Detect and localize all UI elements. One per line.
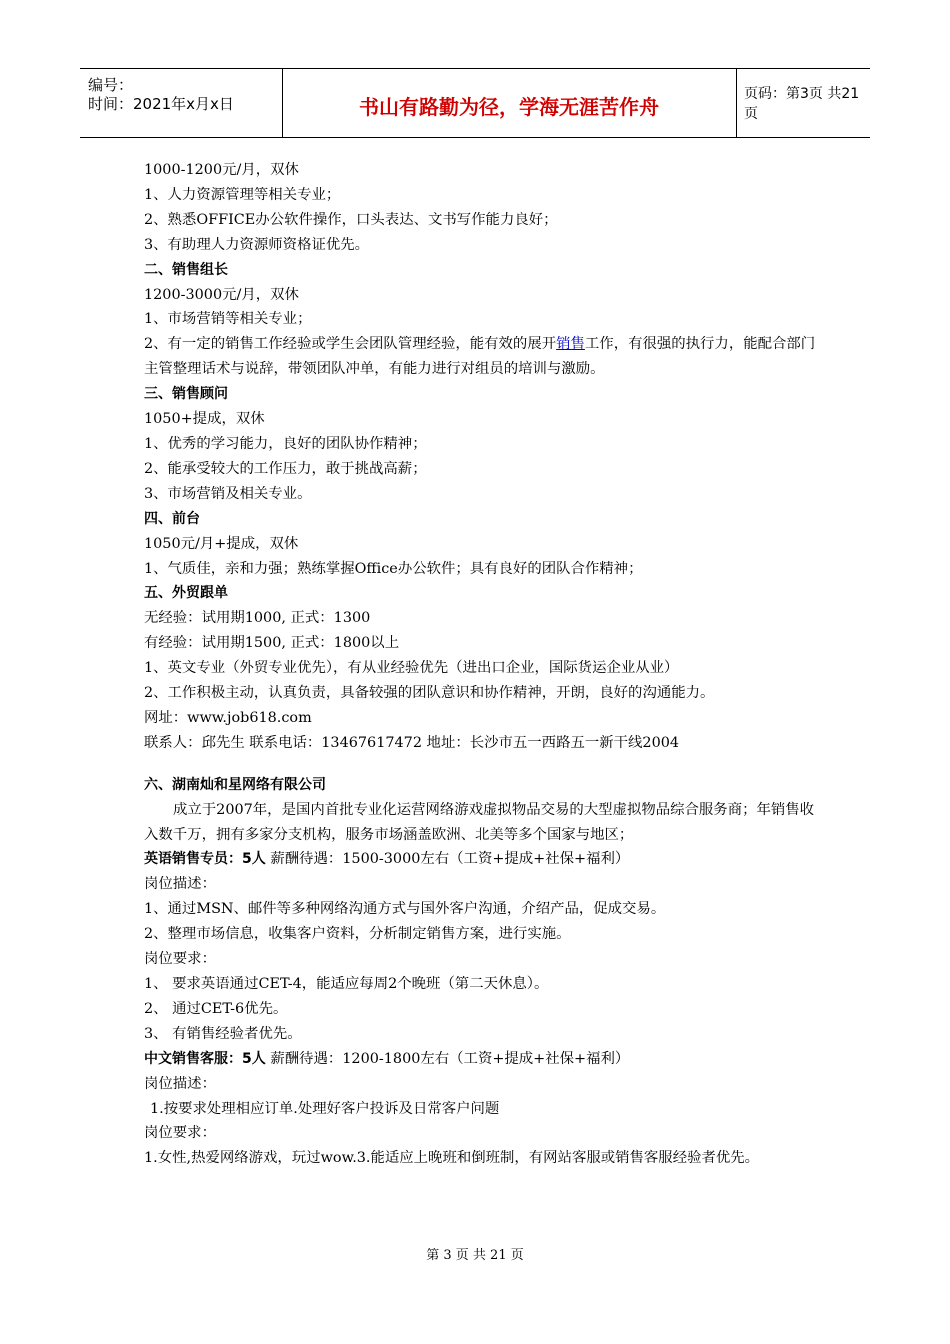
section-heading: 三、销售顾问	[144, 386, 228, 403]
text-line: 1000-1200元/月，双休	[144, 162, 299, 178]
section-heading: 二、销售组长	[144, 261, 228, 278]
text-line: 1、优秀的学习能力，良好的团队协作精神；	[144, 435, 427, 452]
job-title: 中文销售客服：5人	[144, 1050, 266, 1067]
text-line: 无经验：试用期1000, 正式：1300	[144, 610, 371, 627]
header-table	[80, 68, 870, 138]
text-paragraph: 成立于2007年，是国内首批专业化运营网络游戏虚拟物品交易的大型虚拟物品综合服务商；年销售收入数千万，拥有多家分支机构，服务市场涵盖欧洲、北美等多个国家与地区；	[144, 801, 815, 843]
text-line: 1.按要求处理相应订单.处理好客户投诉及日常客户问题	[150, 1100, 500, 1117]
text-line: 2、 通过CET-6优先。	[144, 1000, 288, 1017]
text-line: 1、气质佳，亲和力强；熟练掌握Office办公软件；具有良好的团队合作精神；	[144, 560, 643, 577]
text-segment: 工作，有很强的执行力，能配合部门主管整理话术与说辞，带领团队冲单，有能力进行对组员的培训与激励。	[144, 336, 816, 378]
section-heading: 六、湖南灿和星网络有限公司	[144, 776, 326, 793]
sales-link[interactable]: 销售	[556, 336, 585, 353]
text-line: 1050元/月+提成，双休	[144, 535, 299, 552]
text-line: 2、熟悉OFFICE办公软件操作，口头表达、文书写作能力良好；	[144, 211, 558, 228]
text-line: 岗位描述：	[144, 1075, 216, 1092]
text-line: 3、市场营销及相关专业。	[144, 485, 312, 502]
text-line: 2、整理市场信息，收集客户资料，分析制定销售方案，进行实施。	[144, 926, 571, 943]
salary-text: 薪酬待遇：1500-3000左右（工资+提成+社保+福利）	[265, 851, 630, 868]
text-paragraph	[144, 332, 816, 382]
spacer	[144, 756, 816, 773]
section-heading: 四、前台	[144, 510, 200, 527]
page-footer: 第 3 页 共 21 页	[426, 1248, 524, 1263]
motto: 书山有路勤为径，学海无涯苦作舟	[359, 94, 659, 119]
contact-line: 联系人：邱先生 联系电话：13467617472 地址：长沙市五一西路五一新干线2004	[144, 734, 680, 751]
text-line: 1、 要求英语通过CET-4，能适应每周2个晚班（第二天休息）。	[144, 976, 549, 992]
salary-text: 薪酬待遇：1200-1800左右（工资+提成+社保+福利）	[265, 1050, 630, 1067]
text-line: 1、人力资源管理等相关专业；	[144, 186, 341, 203]
job-title: 英语销售专员：5人	[144, 851, 266, 868]
text-line: 2、能承受较大的工作压力，敢于挑战高薪；	[144, 460, 427, 477]
text-line: 岗位要求：	[144, 1125, 216, 1142]
header-motto-cell	[282, 69, 737, 137]
time-label: 时间：2021年x月x日	[88, 95, 234, 113]
text-line: 1050+提成，双休	[144, 411, 265, 428]
text-line: 有经验：试用期1500, 正式：1800以上	[144, 635, 400, 652]
text-line: 1、通过MSN、邮件等多种网络沟通方式与国外客户沟通，介绍产品，促成交易。	[144, 901, 666, 918]
header-page-info: 页码：第3页 共21页	[744, 86, 860, 122]
website-line: 网址：www.job618.com	[144, 709, 312, 726]
text-line: 岗位要求：	[144, 951, 216, 968]
text-paragraph: 1.女性,热爱网络游戏，玩过wow.3.能适应上晚班和倒班制，有网站客服或销售客服经验者优先。	[144, 1150, 760, 1167]
job-title-line	[144, 1047, 816, 1072]
text-line: 3、 有销售经验者优先。	[144, 1025, 302, 1042]
header-left-cell	[80, 69, 283, 137]
job-title-line	[144, 847, 816, 872]
text-line: 3、有助理人力资源师资格证优先。	[144, 236, 370, 253]
text-line: 1、市场营销等相关专业；	[144, 311, 312, 328]
section-heading: 五、外贸跟单	[144, 585, 228, 602]
text-line: 2、工作积极主动，认真负责，具备较强的团队意识和协作精神，开朗，良好的沟通能力。	[144, 685, 715, 702]
text-line: 岗位描述：	[144, 876, 216, 893]
text-segment: 2、有一定的销售工作经验或学生会团队管理经验，能有效的展开	[144, 336, 557, 353]
text-line: 1200-3000元/月，双休	[144, 286, 299, 303]
serial-label: 编号：	[88, 76, 134, 94]
document-body	[144, 158, 816, 1171]
text-line: 1、英文专业（外贸专业优先），有从业经验优先（进出口企业，国际货运企业从业）	[144, 660, 679, 677]
